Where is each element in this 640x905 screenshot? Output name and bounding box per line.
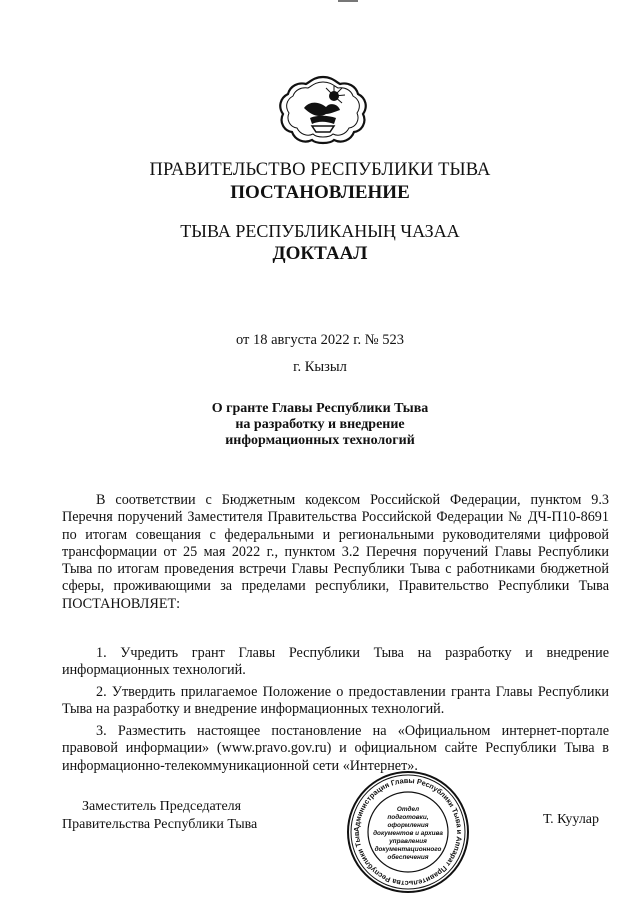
item-paragraph-3: 3. Разместить настоящее постановление на «Официальном интернет-портале правовой информации» (www.pravo.gov.ru) и официальном сайте Республики Тыва в информационно-телекоммуникационной сети «Интернет».	[62, 723, 609, 774]
position-line-1: Заместитель Председателя	[82, 799, 242, 814]
stamp-line: Отдел	[396, 806, 420, 813]
document-type: ПОСТАНОВЛЕНИЕ	[230, 182, 410, 203]
stamp-line: управления	[389, 838, 427, 845]
title-line: информационных технологий	[225, 433, 415, 448]
signatory-name: Т. Куулар	[543, 812, 600, 827]
item-paragraph-1: 1. Учредить грант Главы Республики Тыва на разработку и внедрение информационных технологий.	[62, 645, 609, 679]
stamp-line: документационного	[374, 846, 442, 853]
official-stamp	[346, 770, 470, 894]
city: г. Кызыл	[293, 359, 347, 375]
document-type-tuvan: ДОКТААЛ	[272, 243, 368, 264]
document-title	[0, 401, 640, 449]
title-line: на разработку и внедрение	[235, 417, 405, 432]
stamp-line: оформления	[387, 822, 429, 829]
date-number: от 18 августа 2022 г. № 523	[235, 332, 405, 348]
preamble-paragraph: В соответствии с Бюджетным кодексом Российской Федерации, пунктом 9.3 Перечня поручений Заместителя Правительства Российской Федерации № ДЧ-П10-8691 по итогам совещания с федеральными и региональными руководителями цифровой трансформации от 25 мая 2022 г., пунктом 3.2 Перечня поручений Главы Республики Тыва по итогам проведения встречи Главы Республики Тыва с работниками бюджетной сферы, проживающими за пределами республики, Правительство Республики Тыва ПОСТАНОВЛЯЕТ:	[62, 492, 609, 612]
government-name-tuvan: ТЫВА РЕСПУБЛИКАНЫҢ ЧАЗАА	[180, 221, 460, 241]
stamp-line: документов и архива	[373, 830, 443, 837]
coat-of-arms-emblem	[276, 74, 370, 146]
government-name: ПРАВИТЕЛЬСТВО РЕСПУБЛИКИ ТЫВА	[149, 160, 491, 180]
position-line-2: Правительства Республики Тыва	[62, 817, 258, 832]
scan-mark	[338, 0, 358, 2]
stamp-line: обеспечения	[387, 854, 429, 861]
item-paragraph-2: 2. Утвердить прилагаемое Положение о предоставлении гранта Главы Республики Тыва на разработку и внедрение информационных технологий.	[62, 684, 609, 718]
stamp-ring-text: Администрация Главы Республики Тыва и Аппарат Правительства Республики Тыв	[351, 775, 465, 889]
stamp-line: подготовки,	[387, 814, 429, 821]
signatory-position	[62, 798, 282, 834]
title-line: О гранте Главы Республики Тыва	[211, 401, 429, 416]
